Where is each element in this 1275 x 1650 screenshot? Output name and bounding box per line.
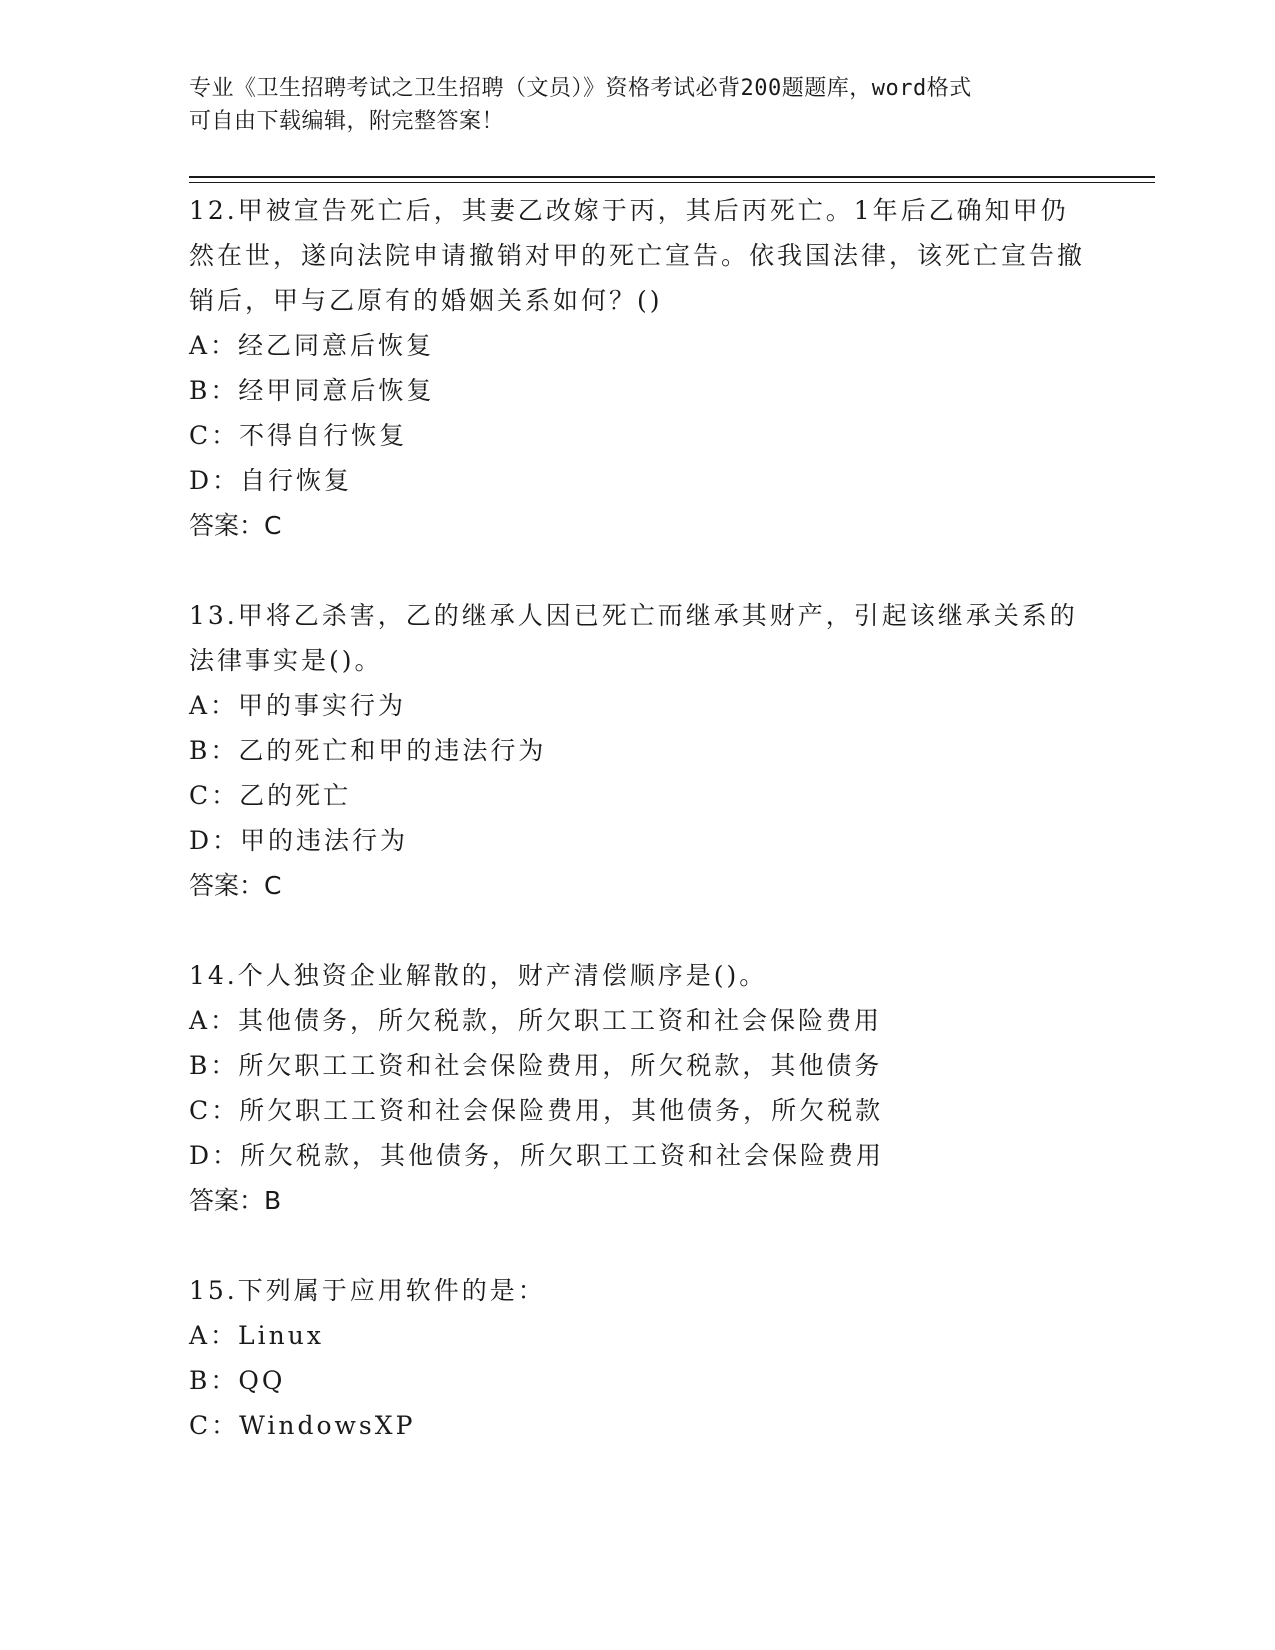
question-list xyxy=(189,188,1089,1493)
question-14 xyxy=(189,953,1089,1223)
document-header xyxy=(189,72,1089,138)
question-13 xyxy=(189,593,1089,908)
option-a: A：Linux xyxy=(189,1321,324,1350)
option-d: D：甲的违法行为 xyxy=(189,826,409,855)
option-c: C：所欠职工工资和社会保险费用，其他债务，所欠税款 xyxy=(189,1096,884,1125)
option-d: D：自行恢复 xyxy=(189,466,353,495)
option-b: B：乙的死亡和甲的违法行为 xyxy=(189,736,547,765)
question-15 xyxy=(189,1268,1089,1448)
option-a: A：经乙同意后恢复 xyxy=(189,331,435,360)
question-text: 12.甲被宣告死亡后，其妻乙改嫁于丙，其后丙死亡。1年后乙确知甲仍然在世，遂向法院申请撤销对甲的死亡宣告。依我国法律，该死亡宣告撤销后，甲与乙原有的婚姻关系如何？() xyxy=(189,196,1086,315)
question-text: 13.甲将乙杀害，乙的继承人因已死亡而继承其财产，引起该继承关系的法律事实是()。 xyxy=(189,601,1078,675)
option-c: C：不得自行恢复 xyxy=(189,421,408,450)
option-b: B：所欠职工工资和社会保险费用，所欠税款，其他债务 xyxy=(189,1051,883,1080)
option-b: B：经甲同意后恢复 xyxy=(189,376,435,405)
option-a: A：其他债务，所欠税款，所欠职工工资和社会保险费用 xyxy=(189,1006,883,1035)
header-divider-thick xyxy=(189,176,1155,178)
question-12 xyxy=(189,188,1089,548)
option-d: D：所欠税款，其他债务，所欠职工工资和社会保险费用 xyxy=(189,1141,885,1170)
option-c: C：WindowsXP xyxy=(189,1411,416,1440)
option-a: A：甲的事实行为 xyxy=(189,691,407,720)
answer: 答案：C xyxy=(189,871,282,900)
option-c: C：乙的死亡 xyxy=(189,781,352,810)
option-b: B：QQ xyxy=(189,1366,286,1395)
answer: 答案：C xyxy=(189,511,282,540)
header-line-1: 专业《卫生招聘考试之卫生招聘（文员）》资格考试必背200题题库，word格式 xyxy=(189,76,972,101)
question-text: 14.个人独资企业解散的，财产清偿顺序是()。 xyxy=(189,961,768,990)
question-text: 15.下列属于应用软件的是： xyxy=(189,1276,546,1305)
header-divider-thin xyxy=(189,182,1155,183)
answer: 答案：B xyxy=(189,1186,282,1215)
header-line-2: 可自由下载编辑，附完整答案！ xyxy=(189,109,505,134)
